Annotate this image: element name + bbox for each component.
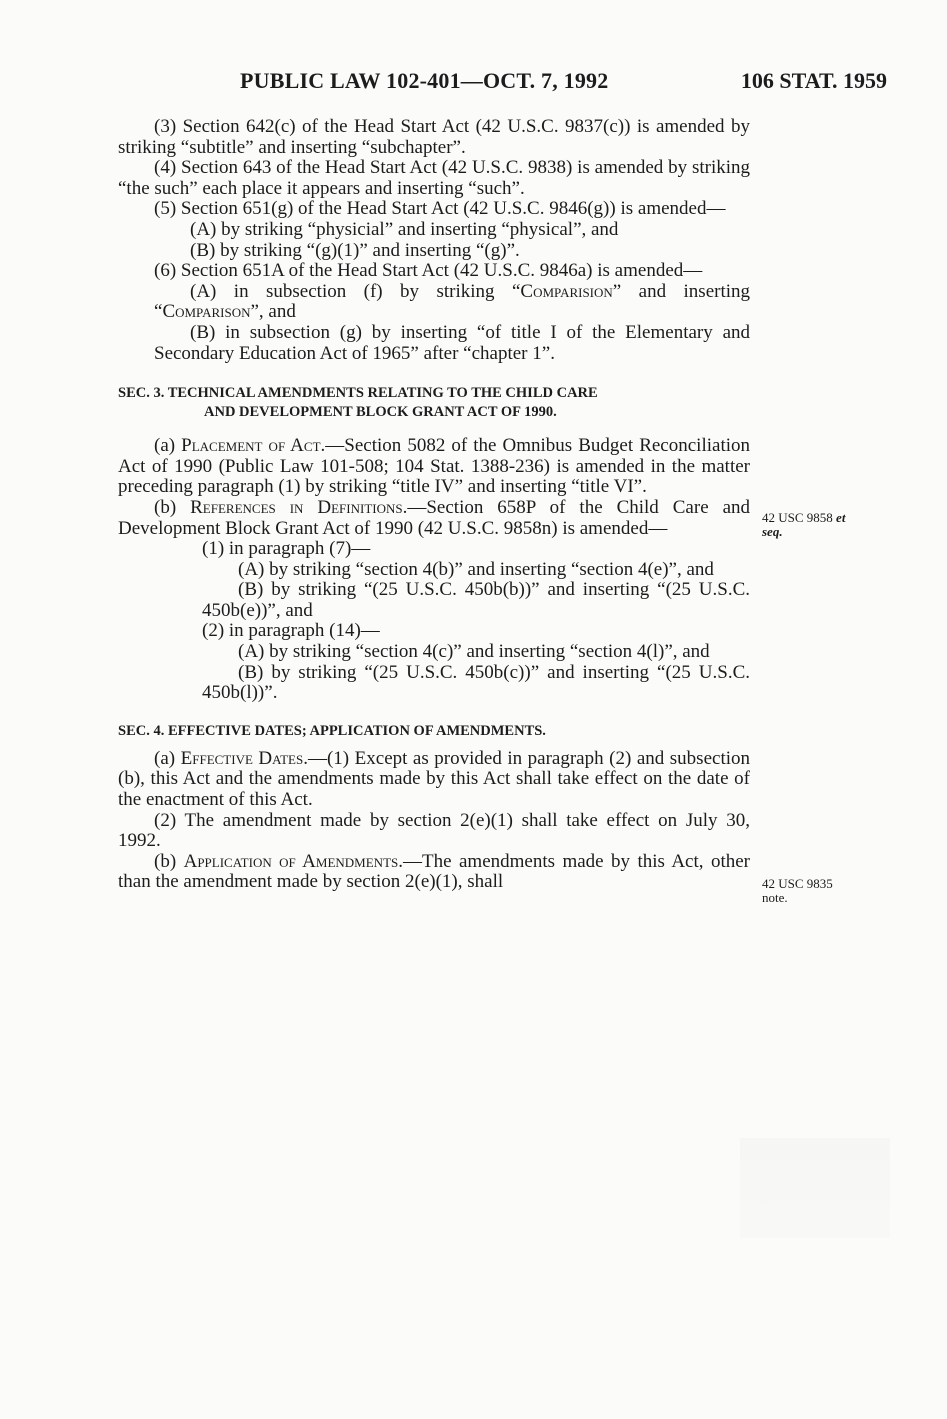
margin-note-2-line1: 42 USC 9835 xyxy=(762,876,833,891)
sec3-b-text: .—Section 658P of the Child Care and Development Block Grant Act of 1990 (42 U.S.C. 9858n) is amended— xyxy=(118,496,751,539)
sec4-b-text: .—The amendments made by this Act, other than the amendment made by section 2(e)(1), shall xyxy=(118,850,751,893)
section-3-heading xyxy=(118,384,750,422)
sec4-a-text: .—(1) Except as provided in paragraph (2) and subsection (b), this Act and the amendments made by this Act shall take effect on the date of the enactment of this Act. xyxy=(118,747,750,811)
section-3-b-2-A: (A) by striking “section 4(c)” and inserting “section 4(l)”, and xyxy=(238,641,710,663)
sec4-a-caption: Effective Dates xyxy=(180,747,304,769)
section-4-a xyxy=(118,749,750,811)
section-4-heading: SEC. 4. EFFECTIVE DATES; APPLICATION OF AMENDMENTS. xyxy=(118,722,546,739)
sec4-a-label: (a) xyxy=(154,747,181,769)
paragraph-5: (5) Section 651(g) of the Head Start Act (42 U.S.C. 9846(g)) is amended— xyxy=(154,198,726,220)
paragraph-6-A xyxy=(118,282,750,323)
paragraph-6-B: (B) in subsection (g) by inserting “of title I of the Elementary and Secondary Education Act of 1965” after “chapter 1”. xyxy=(154,321,750,364)
running-header-title: PUBLIC LAW 102-401—OCT. 7, 1992 xyxy=(240,68,609,93)
sec3-a-label: (a) xyxy=(154,435,182,457)
margin-note-1-seq: seq. xyxy=(762,524,783,539)
paragraph-4: (4) Section 643 of the Head Start Act (42 U.S.C. 9838) is amended by striking “the such” each place it appears and inserting “such”. xyxy=(118,157,750,199)
page-citation: 106 STAT. 1959 xyxy=(740,68,887,93)
section-3-heading-line1: SEC. 3. TECHNICAL AMENDMENTS RELATING TO THE CHILD CARE xyxy=(118,385,598,402)
sec4-b-caption: Application of Amendments xyxy=(183,850,399,872)
margin-note-1-text: 42 USC 9858 xyxy=(762,510,837,525)
sec3-a-caption: Placement of Act xyxy=(181,435,321,457)
section-3-b-1-B: (B) by striking “(25 U.S.C. 450b(b))” and inserting “(25 U.S.C. 450b(e))”, and xyxy=(202,579,750,621)
section-3-b-2-B: (B) by striking “(25 U.S.C. 450b(c))” and inserting “(25 U.S.C. 450b(l))”. xyxy=(202,661,750,704)
paragraph-6: (6) Section 651A of the Head Start Act (42 U.S.C. 9846a) is amended— xyxy=(154,260,703,282)
section-3-a xyxy=(118,436,750,498)
p6a-part3: ”, and xyxy=(250,301,296,323)
section-3-b-2: (2) in paragraph (14)— xyxy=(202,620,380,642)
section-3-b-1-A: (A) by striking “section 4(b)” and inserting “section 4(e)”, and xyxy=(238,558,714,580)
p6a-part2: ” and inserting “ xyxy=(154,280,751,323)
section-4-a-2: (2) The amendment made by section 2(e)(1) shall take effect on July 30, 1992. xyxy=(118,809,750,852)
margin-note-2-line2: note. xyxy=(762,890,788,905)
sec4-b-label: (b) xyxy=(154,850,184,872)
sec3-b-label: (b) xyxy=(154,496,191,518)
paragraph-3: (3) Section 642(c) of the Head Start Act (42 U.S.C. 9837(c)) is amended by striking “subtitle” and inserting “subchapter”. xyxy=(118,116,750,158)
section-3-heading-line2: AND DEVELOPMENT BLOCK GRANT ACT OF 1990. xyxy=(204,404,557,421)
margin-note-42-usc-9835 xyxy=(762,877,882,905)
paragraph-5-B: (B) by striking “(g)(1)” and inserting “(g)”. xyxy=(190,239,520,261)
section-3-b-1: (1) in paragraph (7)— xyxy=(202,538,371,560)
p6a-smallcaps2: Comparison xyxy=(162,301,251,323)
document-body xyxy=(118,117,750,893)
paragraph-5-A: (A) by striking “physicial” and inserting “physical”, and xyxy=(190,218,619,240)
sec3-a-text: .—Section 5082 of the Omnibus Budget Reconciliation Act of 1990 (Public Law 101-508; 104 Stat. 1388-236) is amended in the matter preceding paragraph (1) by striking “title IV” and inserting “title VI”. xyxy=(118,435,750,498)
section-3-b xyxy=(118,498,750,539)
sec3-b-caption: References in Definitions xyxy=(190,496,403,518)
margin-note-42-usc-9858 xyxy=(762,511,882,539)
margin-note-1-et: et xyxy=(836,510,846,525)
p6a-smallcaps1: Comparision xyxy=(520,280,613,302)
show-through-shadow xyxy=(740,1138,890,1238)
p6a-part1: (A) in subsection (f) by striking “ xyxy=(190,280,521,302)
section-4-b xyxy=(118,852,750,893)
